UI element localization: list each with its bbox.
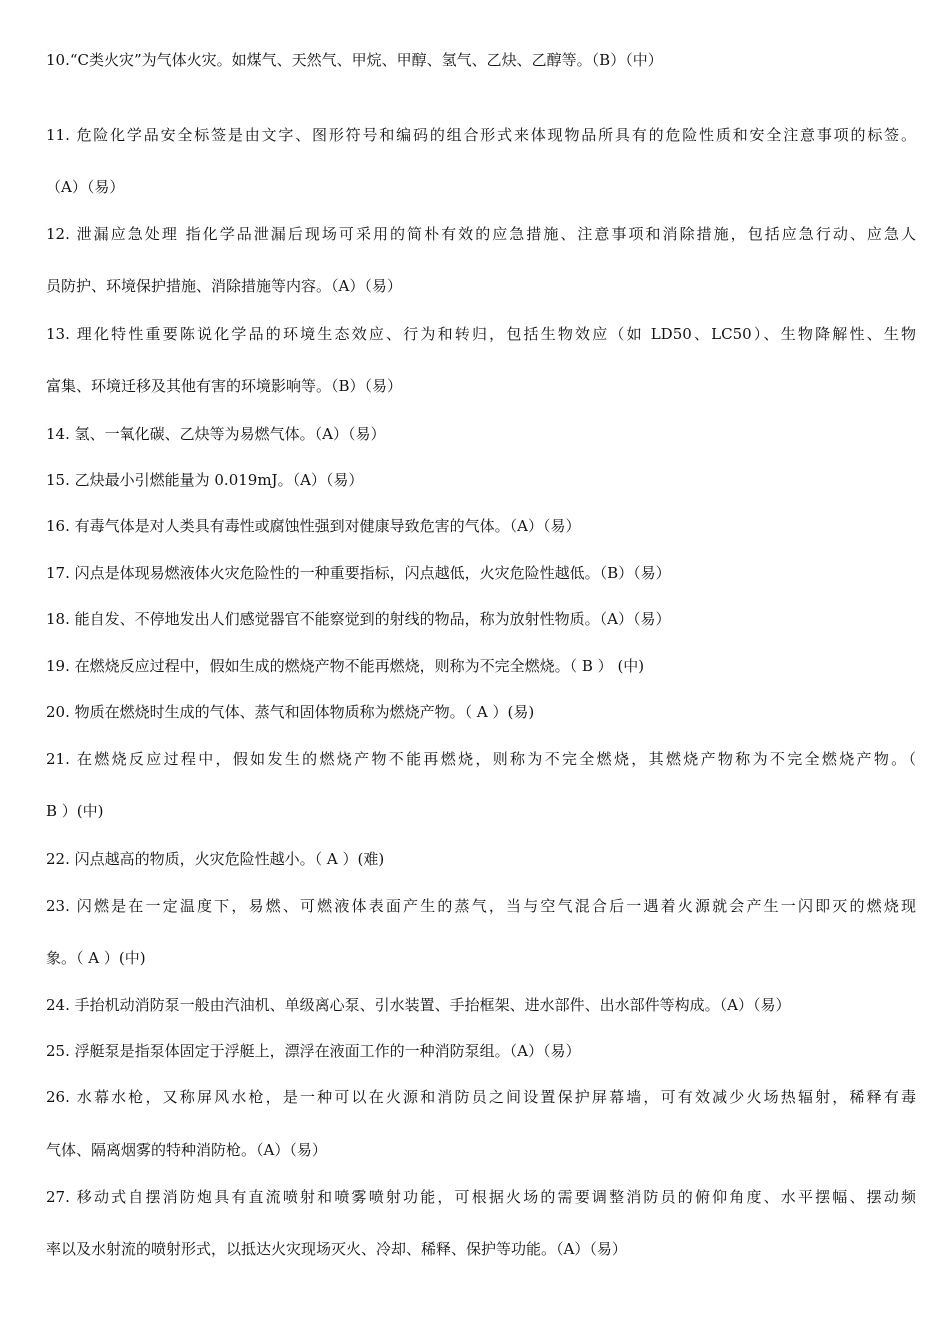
question-27-line-2: 率以及水射流的喷射形式，以抵达火灾现场灭火、冷却、稀释、保护等功能。（A）（易） xyxy=(46,1240,627,1258)
question-14-line-1: 14. 氢、一氧化碳、乙炔等为易燃气体。（A）（易） xyxy=(46,425,386,443)
question-27-line-1: 27. 移动式自摆消防炮具有直流喷射和喷雾喷射功能，可根据火场的需要调整消防员的俯仰角度、水平摆幅、摆动频 xyxy=(46,1188,916,1206)
question-17-line-1: 17. 闪点是体现易燃液体火灾危险性的一种重要指标，闪点越低，火灾危险性越低。（B）（易） xyxy=(46,564,671,582)
question-19-line-1: 19. 在燃烧反应过程中，假如生成的燃烧产物不能再燃烧，则称为不完全燃烧。（ B ） (中) xyxy=(46,657,645,675)
question-10-line-1: 10.“C类火灾”为气体火灾。如煤气、天然气、甲烷、甲醇、氢气、乙炔、乙醇等。（B）（中） xyxy=(46,51,663,69)
question-11-line-2: （A）（易） xyxy=(46,178,125,196)
question-15-line-1: 15. 乙炔最小引燃能量为 0.019mJ。（A）（易） xyxy=(46,471,364,489)
question-18-line-1: 18. 能自发、不停地发出人们感觉器官不能察觉到的射线的物品，称为放射性物质。（A）（易） xyxy=(46,610,671,628)
question-12-line-2: 员防护、环境保护措施、消除措施等内容。（A）（易） xyxy=(46,277,402,295)
question-13-line-1: 13. 理化特性重要陈说化学品的环境生态效应、行为和转归，包括生物效应（如 LD50、LC50）、生物降解性、生物 xyxy=(46,325,916,343)
question-20-line-1: 20. 物质在燃烧时生成的气体、蒸气和固体物质称为燃烧产物。（ A ）(易) xyxy=(46,703,535,721)
question-16-line-1: 16. 有毒气体是对人类具有毒性或腐蚀性强到对健康导致危害的气体。（A）（易） xyxy=(46,517,581,535)
question-22-line-1: 22. 闪点越高的物质，火灾危险性越小。（ A ）(难) xyxy=(46,850,385,868)
question-21-line-2: B ）(中) xyxy=(46,802,104,820)
question-21-line-1: 21. 在燃烧反应过程中，假如发生的燃烧产物不能再燃烧，则称为不完全燃烧，其燃烧产物称为不完全燃烧产物。（ xyxy=(46,750,916,768)
question-25-line-1: 25. 浮艇泵是指泵体固定于浮艇上，漂浮在液面工作的一种消防泵组。（A）（易） xyxy=(46,1042,581,1060)
question-23-line-1: 23. 闪燃是在一定温度下，易燃、可燃液体表面产生的蒸气，当与空气混合后一遇着火源就会产生一闪即灭的燃烧现 xyxy=(46,897,916,915)
question-23-line-2: 象。（ A ）(中) xyxy=(46,949,146,967)
question-26-line-2: 气体、隔离烟雾的特种消防枪。（A）（易） xyxy=(46,1141,327,1159)
question-26-line-1: 26. 水幕水枪，又称屏风水枪，是一种可以在火源和消防员之间设置保护屏幕墙，可有效减少火场热辐射，稀释有毒 xyxy=(46,1088,916,1106)
question-11-line-1: 11. 危险化学品安全标签是由文字、图形符号和编码的组合形式来体现物品所具有的危险性质和安全注意事项的标签。 xyxy=(46,126,916,144)
question-12-line-1: 12. 泄漏应急处理 指化学品泄漏后现场可采用的简朴有效的应急措施、注意事项和消除措施，包括应急行动、应急人 xyxy=(46,225,916,243)
question-24-line-1: 24. 手抬机动消防泵一般由汽油机、单级离心泵、引水装置、手抬框架、进水部件、出水部件等构成。（A）（易） xyxy=(46,996,791,1014)
question-13-line-2: 富集、环境迁移及其他有害的环境影响等。（B）（易） xyxy=(46,377,403,395)
